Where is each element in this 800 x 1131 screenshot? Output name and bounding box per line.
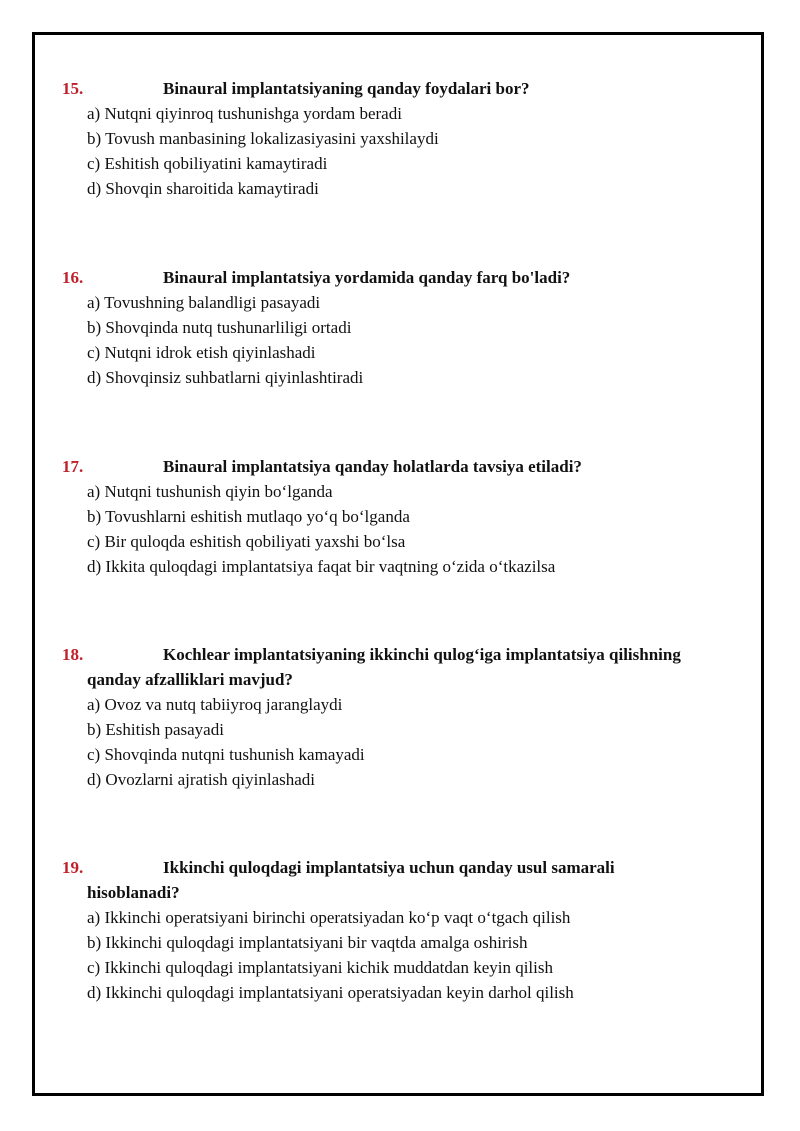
- answer-option-d: d) Shovqin sharoitida kamaytiradi: [87, 179, 319, 198]
- question-title: Binaural implantatsiyaning qanday foydalari bor?: [163, 79, 530, 98]
- question-number: 17.: [62, 457, 84, 476]
- question-title: Binaural implantatsiya yordamida qanday farq bo'ladi?: [163, 268, 571, 287]
- answer-option-c: c) Nutqni idrok etish qiyinlashadi: [87, 343, 316, 362]
- question-number: 15.: [62, 79, 84, 98]
- question-title: Binaural implantatsiya qanday holatlarda tavsiya etiladi?: [163, 457, 582, 476]
- answer-option-b: b) Eshitish pasayadi: [87, 720, 224, 739]
- answer-option-d: d) Ikkinchi quloqdagi implantatsiyani operatsiyadan keyin darhol qilish: [87, 983, 574, 1002]
- question-number: 16.: [62, 268, 84, 287]
- answer-option-a: a) Ikkinchi operatsiyani birinchi operatsiyadan ko‘p vaqt o‘tgach qilish: [87, 908, 571, 927]
- question-18: [62, 642, 752, 792]
- question-header: [62, 454, 752, 479]
- answer-option-a: a) Tovushning balandligi pasayadi: [87, 293, 321, 312]
- answer-option-c: c) Bir quloqda eshitish qobiliyati yaxshi bo‘lsa: [87, 532, 406, 551]
- question-17: [62, 454, 752, 579]
- answer-option-a: a) Ovoz va nutq tabiiyroq jaranglaydi: [87, 695, 343, 714]
- question-19: [62, 855, 752, 1005]
- question-title-continuation: hisoblanadi?: [87, 883, 180, 902]
- answer-option-a: a) Nutqni qiyinroq tushunishga yordam beradi: [87, 104, 402, 123]
- question-header: [62, 265, 752, 290]
- answer-option-b: b) Ikkinchi quloqdagi implantatsiyani bir vaqtda amalga oshirish: [87, 933, 528, 952]
- question-header: [62, 855, 752, 880]
- question-15: [62, 76, 752, 201]
- answer-option-a: a) Nutqni tushunish qiyin bo‘lganda: [87, 482, 333, 501]
- answer-option-b: b) Tovushlarni eshitish mutlaqo yo‘q bo‘lganda: [87, 507, 410, 526]
- answer-option-c: c) Ikkinchi quloqdagi implantatsiyani kichik muddatdan keyin qilish: [87, 958, 553, 977]
- answer-option-b: b) Tovush manbasining lokalizasiyasini yaxshilaydi: [87, 129, 439, 148]
- question-header: [62, 76, 752, 101]
- question-title-continuation: qanday afzalliklari mavjud?: [87, 670, 293, 689]
- question-header: [62, 642, 752, 667]
- question-16: [62, 265, 752, 390]
- answer-option-c: c) Eshitish qobiliyatini kamaytiradi: [87, 154, 328, 173]
- answer-option-d: d) Shovqinsiz suhbatlarni qiyinlashtiradi: [87, 368, 364, 387]
- question-number: 18.: [62, 645, 84, 664]
- answer-option-c: c) Shovqinda nutqni tushunish kamayadi: [87, 745, 365, 764]
- answer-option-d: d) Ovozlarni ajratish qiyinlashadi: [87, 770, 316, 789]
- answer-option-b: b) Shovqinda nutq tushunarliligi ortadi: [87, 318, 352, 337]
- question-title: Ikkinchi quloqdagi implantatsiya uchun qanday usul samarali: [163, 858, 615, 877]
- question-title: Kochlear implantatsiyaning ikkinchi qulog‘iga implantatsiya qilishning: [163, 645, 681, 664]
- answer-option-d: d) Ikkita quloqdagi implantatsiya faqat bir vaqtning o‘zida o‘tkazilsa: [87, 557, 556, 576]
- question-number: 19.: [62, 858, 84, 877]
